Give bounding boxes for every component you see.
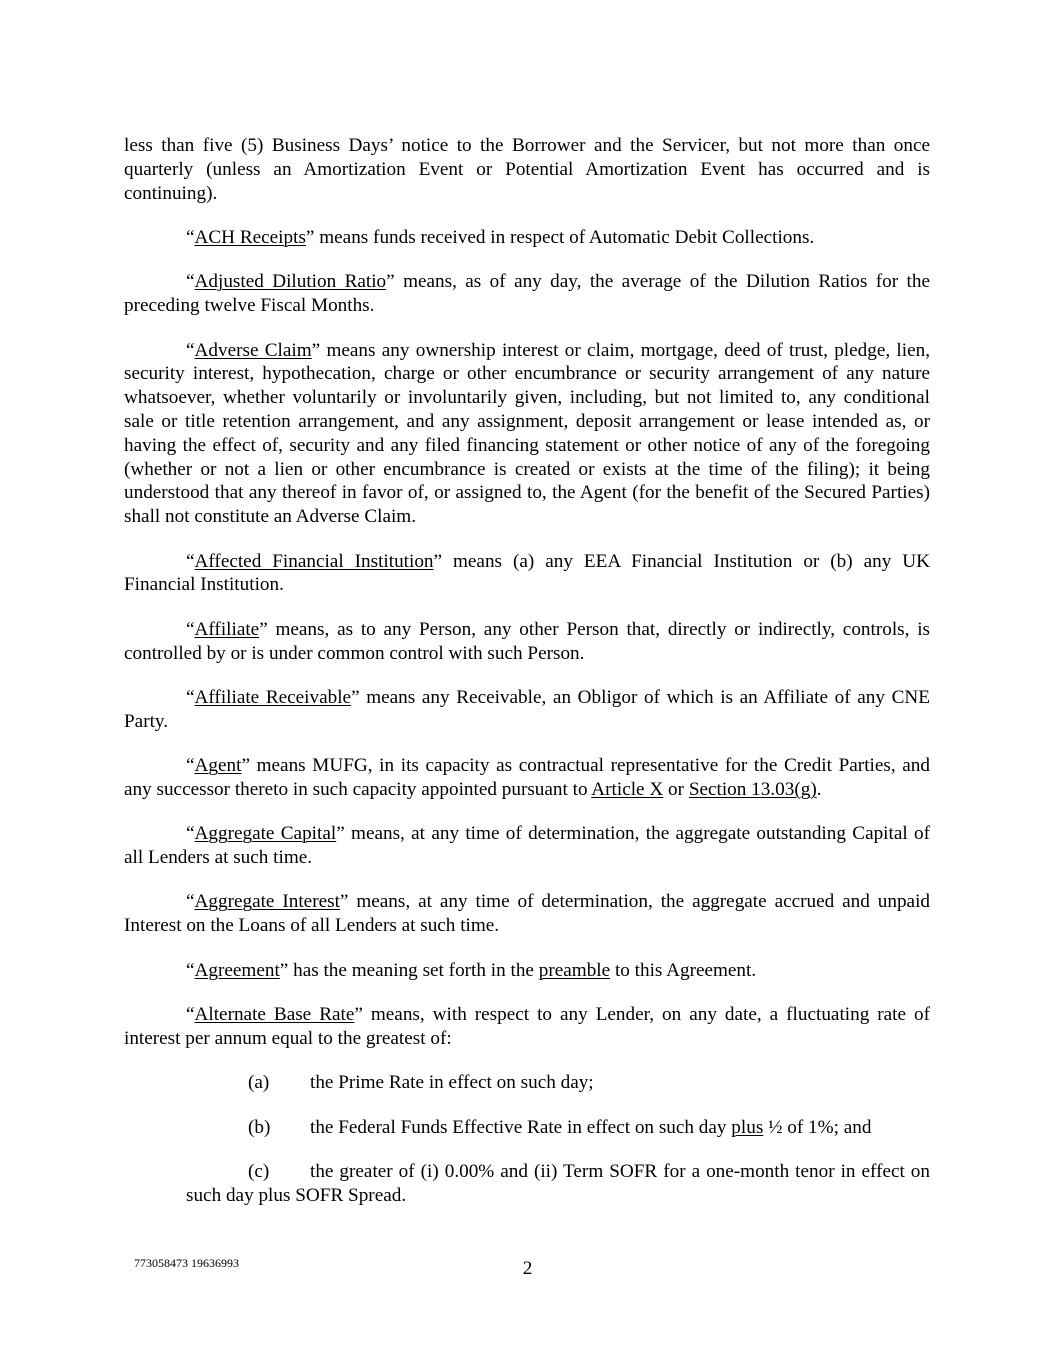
definition-alternate-base-rate bbox=[124, 1003, 930, 1051]
term-ach-receipts: ACH Receipts bbox=[194, 226, 306, 248]
open-quote: “ bbox=[186, 891, 195, 913]
definition-aggregate-capital bbox=[124, 822, 930, 870]
open-quote: “ bbox=[186, 271, 195, 293]
document-id: 773058473 19636993 bbox=[134, 1256, 239, 1270]
cross-reference-article-x: Article X bbox=[591, 778, 664, 800]
sub-item-text: ½ of 1%; and bbox=[763, 1116, 872, 1138]
sub-item-b bbox=[124, 1116, 930, 1140]
term-aggregate-capital: Aggregate Capital bbox=[194, 823, 337, 845]
term-affected-financial-institution: Affected Financial Institution bbox=[194, 550, 434, 572]
term-alternate-base-rate: Alternate Base Rate bbox=[194, 1004, 355, 1026]
open-quote: “ bbox=[186, 618, 195, 640]
definition-text: ” means, with respect to any Lender, on any date, a fluctuating rate of interest per annum equal to the greatest of: bbox=[124, 1004, 931, 1049]
sub-item-label: (c) bbox=[248, 1161, 270, 1183]
document-body bbox=[124, 134, 930, 1228]
definition-text: ” means MUFG, in its capacity as contractual representative for the Credit Parties, and any successor thereto in such capacity appointed pursuant to bbox=[124, 755, 930, 800]
page-number: 2 bbox=[522, 1258, 533, 1279]
open-quote: “ bbox=[186, 339, 195, 361]
definition-aggregate-interest bbox=[124, 890, 930, 938]
sub-item-emphasis-plus: plus bbox=[731, 1116, 764, 1138]
definition-text: ” has the meaning set forth in the bbox=[279, 959, 539, 981]
sub-item-label: (a) bbox=[248, 1072, 270, 1094]
definition-text: ” means, as to any Person, any other Person that, directly or indirectly, controls, is controlled by or is under common control with such Person. bbox=[124, 618, 930, 664]
sub-item-label: (b) bbox=[248, 1116, 271, 1138]
sub-item-text: the greater of (i) 0.00% and (ii) Term SOFR for a one-month tenor in effect on such day plus SOFR Spread. bbox=[186, 1161, 930, 1206]
definition-text: ” means (a) any EEA Financial Institution or (b) any UK Financial Institution. bbox=[124, 550, 930, 596]
definition-adverse-claim bbox=[124, 339, 930, 529]
definition-affected-financial-institution bbox=[124, 550, 930, 598]
definition-text: or bbox=[663, 778, 689, 800]
sub-item-a bbox=[124, 1071, 930, 1095]
definition-text: to this Agreement. bbox=[610, 959, 757, 981]
cross-reference-preamble: preamble bbox=[538, 959, 611, 981]
term-affiliate-receivable: Affiliate Receivable bbox=[194, 686, 352, 708]
intro-text: less than five (5) Business Days’ notice to the Borrower and the Servicer, but not more than once quarterly (unless an Amortization Event or Potential Amortization Event has occurred and is continuing). bbox=[124, 135, 930, 204]
open-quote: “ bbox=[186, 550, 195, 572]
open-quote: “ bbox=[186, 823, 195, 845]
sub-item-text: the Prime Rate in effect on such day; bbox=[310, 1072, 594, 1094]
open-quote: “ bbox=[186, 1004, 195, 1026]
definition-adjusted-dilution-ratio bbox=[124, 270, 930, 318]
definition-text: ” means any Receivable, an Obligor of which is an Affiliate of any CNE Party. bbox=[124, 686, 931, 732]
definition-text: ” means, as of any day, the average of the Dilution Ratios for the preceding twelve Fiscal Months. bbox=[124, 271, 930, 317]
sub-item-c bbox=[124, 1160, 930, 1208]
definition-text: ” means any ownership interest or claim, mortgage, deed of trust, pledge, lien, security interest, hypothecation, charge or other encumbrance or security arrangement of any nature whatsoever, whether voluntarily or involuntarily given, including, but not limited to, any conditional sale or title retention arrangement, and any assignment, deposit arrangement or lease intended as, or having the effect of, security and any filed financing statement or other notice of any of the foregoing (whether or not a lien or other encumbrance is created or exists at the time of the filing); it being understood that any thereof in favor of, or assigned to, the Agent (for the benefit of the Secured Parties) shall not constitute an Adverse Claim. bbox=[124, 339, 930, 528]
open-quote: “ bbox=[186, 755, 195, 777]
cross-reference-section-13-03-g: Section 13.03(g) bbox=[688, 778, 817, 800]
intro-paragraph bbox=[124, 134, 930, 205]
open-quote: “ bbox=[186, 226, 195, 248]
open-quote: “ bbox=[186, 959, 195, 981]
definition-agreement bbox=[124, 959, 930, 983]
open-quote: “ bbox=[186, 686, 195, 708]
definition-agent bbox=[124, 754, 930, 802]
sub-item-text: the Federal Funds Effective Rate in effect on such day bbox=[310, 1116, 732, 1138]
term-agent: Agent bbox=[194, 755, 242, 777]
definition-text: . bbox=[816, 778, 822, 800]
term-affiliate: Affiliate bbox=[194, 618, 260, 640]
term-adverse-claim: Adverse Claim bbox=[194, 339, 312, 361]
definition-text: ” means, at any time of determination, the aggregate outstanding Capital of all Lenders at such time. bbox=[124, 823, 930, 869]
definition-affiliate-receivable bbox=[124, 686, 930, 734]
term-adjusted-dilution-ratio: Adjusted Dilution Ratio bbox=[194, 271, 387, 293]
definition-text: ” means funds received in respect of Automatic Debit Collections. bbox=[305, 226, 815, 248]
definition-text: ” means, at any time of determination, the aggregate accrued and unpaid Interest on the Loans of all Lenders at such time. bbox=[124, 891, 930, 937]
definition-affiliate bbox=[124, 618, 930, 666]
term-agreement: Agreement bbox=[194, 959, 280, 981]
term-aggregate-interest: Aggregate Interest bbox=[194, 891, 340, 913]
definition-ach-receipts bbox=[124, 226, 930, 250]
